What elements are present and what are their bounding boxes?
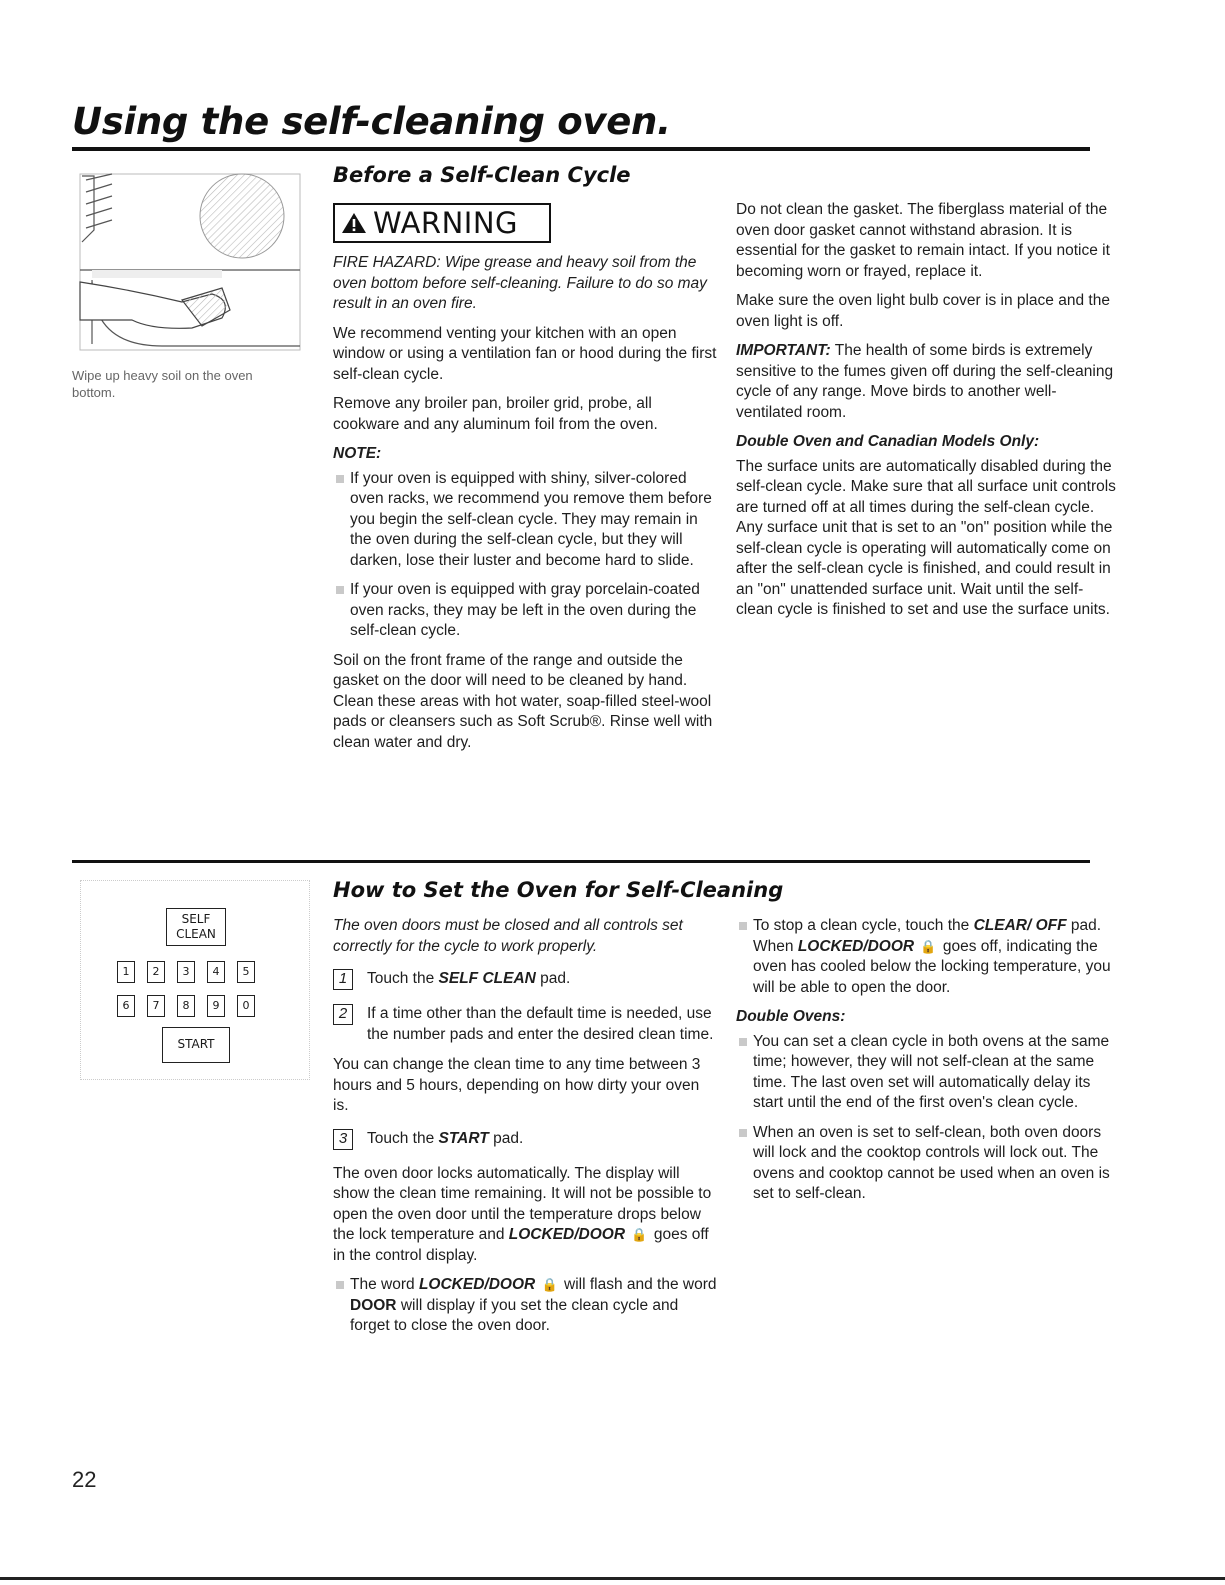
top-middle-column — [333, 253, 718, 762]
bottom-middle-column — [333, 916, 718, 1346]
bottom-right-column — [736, 916, 1116, 1214]
remove-items-paragraph: Remove any broiler pan, broiler grid, probe, all cookware and any aluminum foil from the oven. — [333, 395, 658, 433]
title-rule — [72, 147, 1090, 151]
step-2 — [333, 1004, 718, 1045]
step-number: 2 — [333, 1004, 353, 1025]
bullet-text: pad. When — [753, 917, 1102, 955]
oven-wipe-illustration — [72, 170, 302, 360]
number-key: 9 — [207, 995, 225, 1017]
self-clean-key-line1: SELF — [181, 912, 211, 926]
number-key: 7 — [147, 995, 165, 1017]
light-cover-paragraph: Make sure the oven light bulb cover is in place and the oven light is off. — [736, 292, 1110, 330]
step-text: Touch the — [367, 970, 435, 987]
double-canadian-label: Double Oven and Canadian Models Only: — [736, 433, 1040, 450]
door-lock-text: goes off in the control display. — [333, 1226, 709, 1264]
warning-triangle-icon — [341, 211, 367, 235]
locked-door-label: LOCKED/DOOR — [797, 937, 915, 955]
front-frame-paragraph: Soil on the front frame of the range and outside the gasket on the door will need to be cleaned by hand. Clean these areas with hot water, soap-filled steel-wool pads or cleansers such as Soft Scrub®. Rinse well with clean water and dry. — [333, 651, 713, 751]
note-bullet: If your oven is equipped with shiny, silver-colored oven racks, we recommend you remove them before you begin the self-clean cycle. They may remain in the oven during the self-clean cycle, but they will darken, lose their luster and become hard to slide. — [333, 469, 718, 572]
step-number: 3 — [333, 1129, 353, 1150]
number-key: 1 — [117, 961, 135, 983]
stop-cycle-bullet — [736, 916, 1116, 998]
pad-name: CLEAR/ OFF — [973, 917, 1067, 934]
gasket-paragraph: Do not clean the gasket. The fiberglass material of the oven door gasket cannot withstand abrasion. It is essential for the gasket to remain intact. If you notice it becoming worn or frayed, replace it. — [736, 201, 1110, 280]
important-label: IMPORTANT: — [736, 342, 831, 359]
double-ovens-bullet: You can set a clean cycle in both ovens at the same time; however, they will not self-clean at the same time. The last oven set will automatically delay its start until the end of the first oven's clean cycle. — [736, 1032, 1116, 1114]
number-key: 3 — [177, 961, 195, 983]
number-key: 4 — [207, 961, 225, 983]
bullet-text: will display if you set the clean cycle and forget to close the oven door. — [350, 1296, 679, 1334]
door-word: DOOR — [350, 1296, 397, 1314]
step-text: pad. — [540, 970, 571, 987]
lock-icon: 🔒 — [541, 1277, 558, 1292]
number-key: 2 — [147, 961, 165, 983]
door-lock-paragraph — [333, 1164, 718, 1267]
bullet-text: goes off, indicating the oven has cooled below the locking temperature, you will be able to open the door. — [753, 937, 1111, 996]
step-3 — [333, 1129, 718, 1150]
important-text: The health of some birds is extremely sensitive to the fumes given off during the self-cleaning cycle of any range. Move birds to another well-ventilated room. — [736, 342, 1114, 421]
venting-paragraph: We recommend venting your kitchen with an open window or using a ventilation fan or hood during the first self-clean cycle. — [333, 324, 717, 383]
step-text: If a time other than the default time is needed, use the number pads and enter the desired clean time. — [367, 1005, 714, 1043]
number-key: 5 — [237, 961, 255, 983]
self-clean-key — [166, 908, 226, 946]
page-number: 22 — [72, 1467, 97, 1492]
number-key: 0 — [237, 995, 255, 1017]
warning-label: WARNING — [373, 206, 518, 240]
bullet-text: The word — [350, 1276, 415, 1293]
number-key: 6 — [117, 995, 135, 1017]
page-bottom-edge — [0, 1577, 1225, 1580]
double-canadian-text: The surface units are automatically disabled during the self-clean cycle. Make sure that all surface unit controls are turned off at all times during the self-clean cycle. Any surface unit that is set to an "on" position while the self-clean cycle is operating will automatically come on after the self-clean cycle is finished, and could result in an "on" unattended surface unit. Wait until the self-clean cycle is finished to set and use the surface units. — [736, 457, 1116, 618]
top-right-column — [736, 200, 1116, 630]
locked-door-label: LOCKED/DOOR — [418, 1276, 536, 1293]
self-clean-key-line2: CLEAN — [176, 927, 216, 941]
section-divider — [72, 860, 1090, 863]
locked-door-bullet — [333, 1275, 718, 1337]
lock-icon: 🔒 — [920, 938, 937, 954]
door-lock-text: The oven door locks automatically. The display will show the clean time remaining. It will not be possible to open the oven door until the temperature drops below the lock temperature and — [333, 1164, 712, 1243]
clean-time-paragraph: You can change the clean time to any time between 3 hours and 5 hours, depending on how dirty your oven is. — [333, 1056, 701, 1114]
intro-text: The oven doors must be closed and all controls set correctly for the cycle to work properly. — [333, 917, 683, 955]
note-bullet: If your oven is equipped with gray porcelain-coated oven racks, they may be left in the oven during the self-clean cycle. — [333, 580, 718, 642]
step-1 — [333, 969, 718, 990]
page-title: Using the self-cleaning oven. — [72, 100, 671, 143]
important-paragraph — [736, 341, 1116, 423]
control-panel-illustration — [80, 880, 310, 1080]
illustration-caption: Wipe up heavy soil on the oven bottom. — [72, 368, 253, 400]
locked-door-label: LOCKED/DOOR — [508, 1226, 626, 1243]
lock-icon: 🔒 — [631, 1227, 648, 1242]
step-number: 1 — [333, 969, 353, 990]
bullet-text: To stop a clean cycle, touch the — [753, 917, 970, 934]
pad-name: START — [438, 1129, 489, 1147]
double-ovens-label: Double Ovens: — [736, 1008, 846, 1025]
double-ovens-bullet: When an oven is set to self-clean, both oven doors will lock and the cooktop controls will lock out. The ovens and cooktop cannot be used when an oven is set to self-clean. — [736, 1123, 1116, 1205]
pad-name: SELF CLEAN — [438, 970, 536, 987]
number-key: 8 — [177, 995, 195, 1017]
note-label: NOTE: — [333, 445, 382, 462]
warning-text: FIRE HAZARD: Wipe grease and heavy soil from the oven bottom before self-cleaning. Failure to do so may result in an oven fire. — [333, 254, 707, 312]
step-text: pad. — [493, 1129, 524, 1147]
start-key: START — [162, 1027, 230, 1063]
step-text: Touch the — [367, 1129, 435, 1147]
warning-box — [333, 203, 551, 243]
section-heading-how-to-set: How to Set the Oven for Self-Cleaning — [333, 878, 784, 902]
bullet-text: will flash and the word — [564, 1276, 717, 1293]
section-heading-before-self-clean: Before a Self-Clean Cycle — [333, 163, 631, 187]
